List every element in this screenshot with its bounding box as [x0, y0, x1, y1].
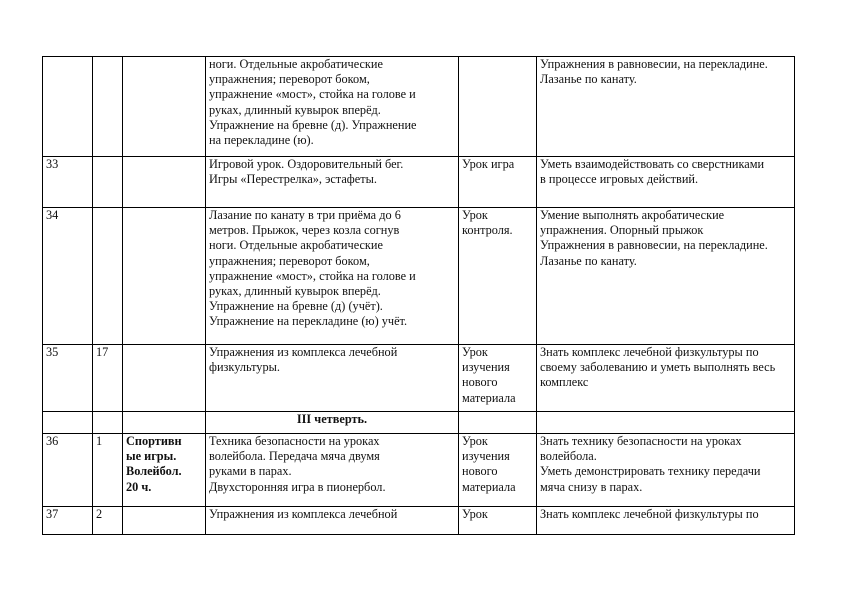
quarter-heading: III четверть.	[206, 412, 459, 434]
cell-line: упражнения; переворот боком,	[209, 253, 370, 268]
lesson-number-cell: 37	[43, 507, 93, 535]
lesson-number-cell: 35	[43, 345, 93, 412]
lesson-type-cell	[459, 434, 537, 507]
cell-line: Знать комплекс лечебной физкультуры по	[540, 507, 759, 521]
section-cell	[123, 157, 206, 208]
cell-line: комплекс	[540, 375, 589, 390]
cell-line: Спортивн	[126, 434, 182, 448]
hours-cell: 17	[93, 345, 123, 412]
cell-line: руках, длинный кувырок вперёд.	[209, 284, 381, 299]
cell-line: Волейбол.	[126, 464, 182, 479]
hours-cell	[93, 157, 123, 208]
cell-line: руками в парах.	[209, 464, 292, 479]
hours-cell	[93, 412, 123, 434]
cell-line: Уметь демонстрировать технику передачи	[540, 464, 761, 479]
lesson-number-cell: 34	[43, 208, 93, 345]
lesson-type-cell	[459, 345, 537, 412]
section-cell	[123, 345, 206, 412]
lesson-content-cell	[206, 345, 459, 412]
lesson-number-cell	[43, 57, 93, 157]
table-row	[43, 208, 795, 345]
requirements-cell	[537, 345, 795, 412]
cell-line: Знать технику безопасности на уроках	[540, 434, 742, 448]
requirements-cell	[537, 57, 795, 157]
cell-line: руках, длинный кувырок вперёд.	[209, 102, 381, 117]
cell-line: своему заболеванию и уметь выполнять весь	[540, 360, 776, 375]
hours-cell	[93, 208, 123, 345]
cell-line: Урок игра	[462, 157, 515, 171]
lesson-content-cell	[206, 57, 459, 157]
section-cell	[123, 507, 206, 535]
cell-line: упражнения; переворот боком,	[209, 72, 370, 87]
cell-line: Упражнение на перекладине (ю) учёт.	[209, 314, 408, 329]
table-row	[43, 434, 795, 507]
lesson-type-cell	[459, 57, 537, 157]
cell-line: ые игры.	[126, 449, 177, 464]
cell-line: в процессе игровых действий.	[540, 172, 699, 187]
cell-line: нового	[462, 375, 498, 390]
lesson-type-cell	[459, 157, 537, 208]
section-cell	[123, 57, 206, 157]
lesson-type-cell	[459, 507, 537, 535]
cell-line: упражнения. Опорный прыжок	[540, 223, 704, 238]
cell-line: ноги. Отдельные акробатические	[209, 57, 383, 71]
cell-line: Упражнение на бревне (д) (учёт).	[209, 299, 383, 314]
lesson-content-cell	[206, 507, 459, 535]
table-row	[43, 57, 795, 157]
cell-line: упражнение «мост», стойка на голове и	[209, 268, 416, 283]
hours-cell	[93, 57, 123, 157]
cell-line: изучения	[462, 449, 510, 464]
cell-line: упражнение «мост», стойка на голове и	[209, 87, 416, 102]
hours-cell: 1	[93, 434, 123, 507]
lesson-content-cell	[206, 157, 459, 208]
cell-line: Урок	[462, 434, 488, 448]
section-cell	[123, 412, 206, 434]
lesson-type-cell	[459, 412, 537, 434]
lesson-plan-body	[43, 57, 795, 535]
lesson-number-cell	[43, 412, 93, 434]
requirements-cell	[537, 157, 795, 208]
cell-line: Лазание по канату в три приёма до 6	[209, 208, 401, 222]
cell-line: Лазанье по канату.	[540, 253, 637, 268]
requirements-cell	[537, 434, 795, 507]
hours-cell: 2	[93, 507, 123, 535]
cell-line: метров. Прыжок, через козла согнув	[209, 223, 400, 238]
requirements-cell	[537, 412, 795, 434]
table-row	[43, 345, 795, 412]
table-row	[43, 507, 795, 535]
cell-line: мяча снизу в парах.	[540, 479, 643, 494]
cell-line: изучения	[462, 360, 510, 375]
lesson-number-cell: 33	[43, 157, 93, 208]
lesson-plan-table	[42, 56, 795, 535]
cell-line: Упражнения в равновесии, на перекладине.	[540, 57, 768, 71]
lesson-type-cell	[459, 208, 537, 345]
lesson-content-cell	[206, 208, 459, 345]
cell-line: Игровой урок. Оздоровительный бег.	[209, 157, 404, 171]
cell-line: физкультуры.	[209, 360, 280, 375]
cell-line: Урок	[462, 208, 488, 222]
cell-line: Упражнения из комплекса лечебной	[209, 507, 398, 521]
cell-line: материала	[462, 390, 516, 405]
cell-line: волейбола. Передача мяча двумя	[209, 449, 380, 464]
section-cell	[123, 208, 206, 345]
cell-line: Уметь взаимодействовать со сверстниками	[540, 157, 765, 171]
lesson-number-cell: 36	[43, 434, 93, 507]
cell-line: Знать комплекс лечебной физкультуры по	[540, 345, 759, 359]
cell-line: нового	[462, 464, 498, 479]
cell-line: на перекладине (ю).	[209, 133, 314, 148]
cell-line: Урок	[462, 345, 488, 359]
requirements-cell	[537, 208, 795, 345]
cell-line: Умение выполнять акробатические	[540, 208, 725, 222]
cell-line: Игры «Перестрелка», эстафеты.	[209, 172, 377, 187]
section-cell	[123, 434, 206, 507]
table-row	[43, 157, 795, 208]
cell-line: волейбола.	[540, 449, 597, 464]
cell-line: Упражнение на бревне (д). Упражнение	[209, 117, 417, 132]
cell-line: Техника безопасности на уроках	[209, 434, 380, 448]
cell-line: контроля.	[462, 223, 513, 238]
cell-line: Упражнения из комплекса лечебной	[209, 345, 398, 359]
cell-line: Двухсторонняя игра в пионербол.	[209, 479, 386, 494]
requirements-cell	[537, 507, 795, 535]
cell-line: Урок	[462, 507, 488, 521]
cell-line: ноги. Отдельные акробатические	[209, 238, 383, 253]
lesson-content-cell	[206, 434, 459, 507]
cell-line: 20 ч.	[126, 479, 152, 494]
quarter-row	[43, 412, 795, 434]
cell-line: Лазанье по канату.	[540, 72, 637, 87]
cell-line: Упражнения в равновесии, на перекладине.	[540, 238, 768, 253]
cell-line: материала	[462, 479, 516, 494]
